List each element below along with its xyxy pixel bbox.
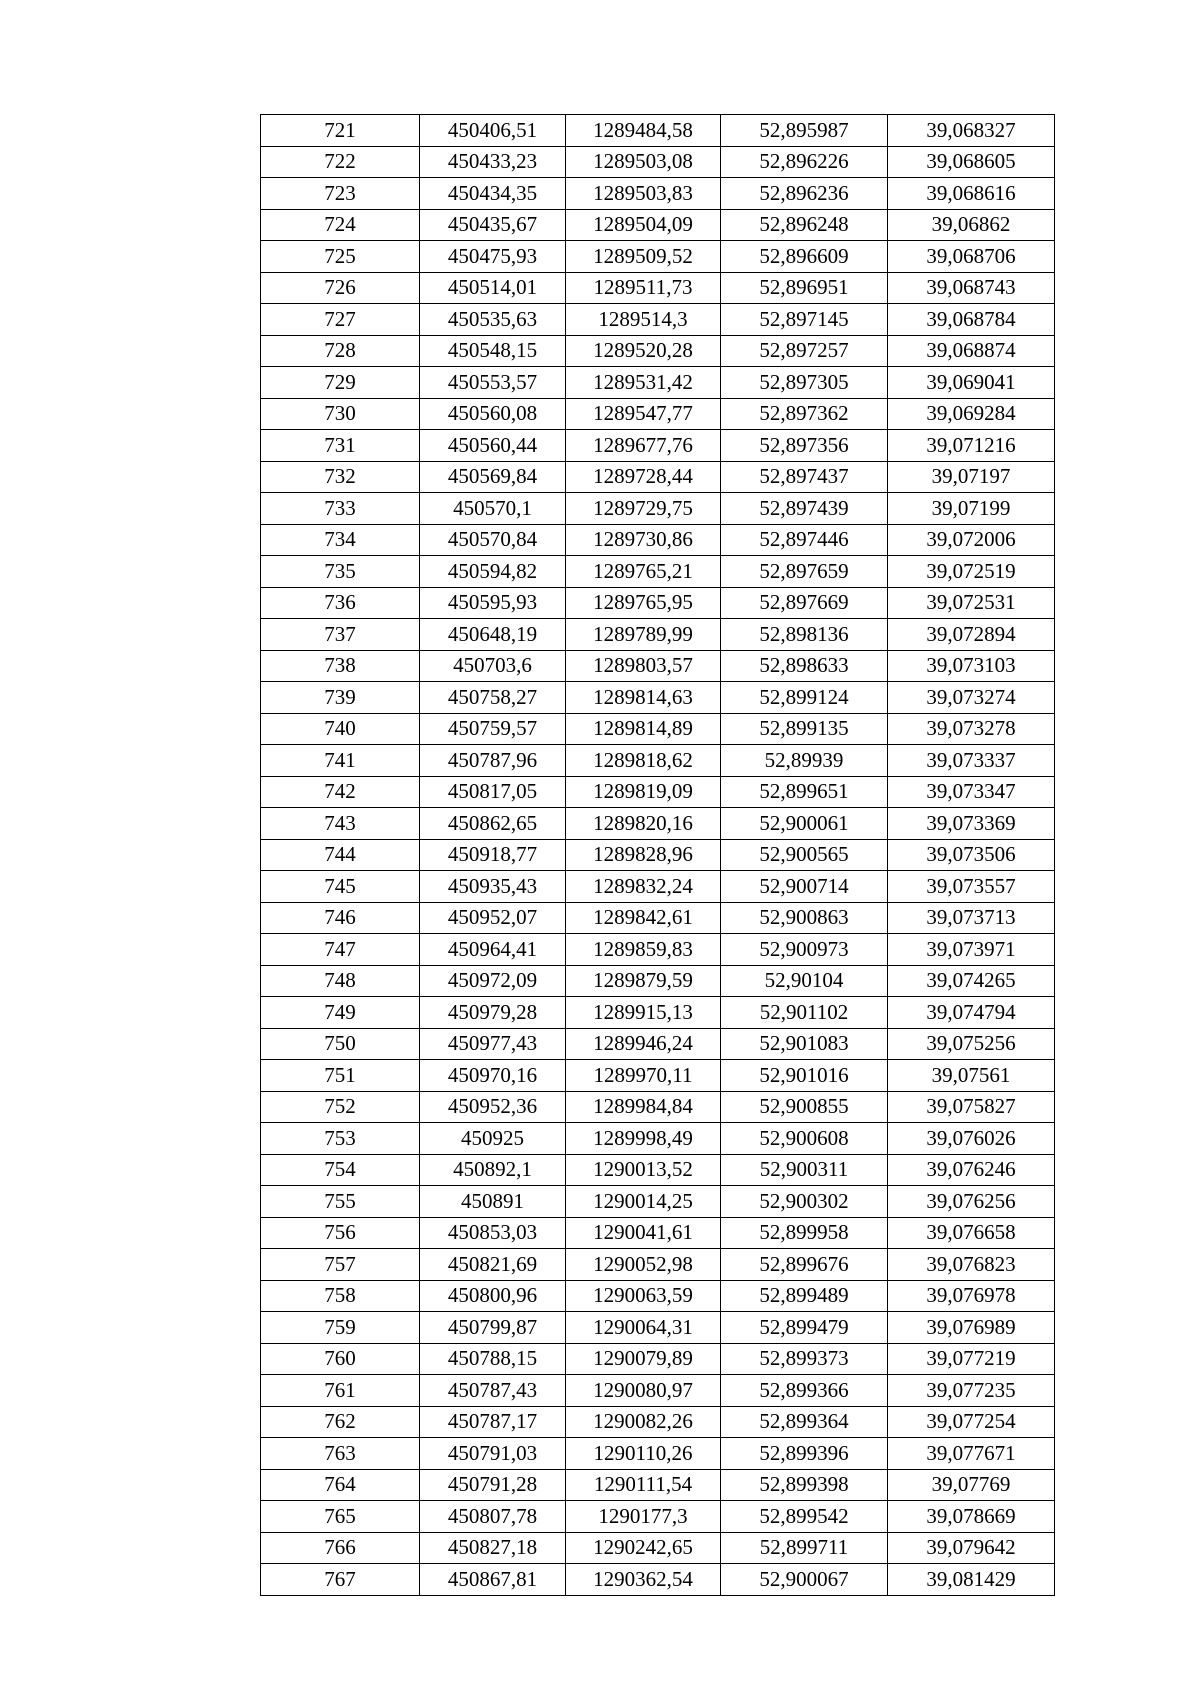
table-row	[261, 335, 1055, 367]
y-coordinate-cell: 1289915,13	[566, 997, 721, 1029]
x-coordinate-cell: 450952,07	[420, 902, 566, 934]
point-number-cell: 732	[261, 461, 420, 493]
longitude-cell: 39,069284	[888, 398, 1055, 430]
latitude-cell: 52,897257	[721, 335, 888, 367]
longitude-cell: 39,073369	[888, 808, 1055, 840]
y-coordinate-cell: 1289511,73	[566, 272, 721, 304]
point-number-cell: 727	[261, 304, 420, 336]
point-number-cell: 752	[261, 1091, 420, 1123]
table-row	[261, 1186, 1055, 1218]
point-number-cell: 748	[261, 965, 420, 997]
latitude-cell: 52,90104	[721, 965, 888, 997]
y-coordinate-cell: 1289765,95	[566, 587, 721, 619]
longitude-cell: 39,068327	[888, 115, 1055, 147]
longitude-cell: 39,073347	[888, 776, 1055, 808]
point-number-cell: 726	[261, 272, 420, 304]
latitude-cell: 52,897362	[721, 398, 888, 430]
table-row	[261, 209, 1055, 241]
latitude-cell: 52,900714	[721, 871, 888, 903]
x-coordinate-cell: 450952,36	[420, 1091, 566, 1123]
point-number-cell: 766	[261, 1532, 420, 1564]
point-number-cell: 733	[261, 493, 420, 525]
y-coordinate-cell: 1289503,83	[566, 178, 721, 210]
point-number-cell: 742	[261, 776, 420, 808]
x-coordinate-cell: 450514,01	[420, 272, 566, 304]
y-coordinate-cell: 1290177,3	[566, 1501, 721, 1533]
x-coordinate-cell: 450787,17	[420, 1406, 566, 1438]
table-row	[261, 1501, 1055, 1533]
latitude-cell: 52,89939	[721, 745, 888, 777]
y-coordinate-cell: 1290064,31	[566, 1312, 721, 1344]
point-number-cell: 734	[261, 524, 420, 556]
longitude-cell: 39,072894	[888, 619, 1055, 651]
x-coordinate-cell: 450759,57	[420, 713, 566, 745]
y-coordinate-cell: 1289503,08	[566, 146, 721, 178]
y-coordinate-cell: 1290362,54	[566, 1564, 721, 1596]
table-row	[261, 934, 1055, 966]
point-number-cell: 741	[261, 745, 420, 777]
x-coordinate-cell: 450535,63	[420, 304, 566, 336]
latitude-cell: 52,896226	[721, 146, 888, 178]
table-row	[261, 178, 1055, 210]
point-number-cell: 729	[261, 367, 420, 399]
x-coordinate-cell: 450791,03	[420, 1438, 566, 1470]
y-coordinate-cell: 1289730,86	[566, 524, 721, 556]
latitude-cell: 52,899396	[721, 1438, 888, 1470]
y-coordinate-cell: 1289520,28	[566, 335, 721, 367]
point-number-cell: 765	[261, 1501, 420, 1533]
y-coordinate-cell: 1289765,21	[566, 556, 721, 588]
y-coordinate-cell: 1289946,24	[566, 1028, 721, 1060]
point-number-cell: 739	[261, 682, 420, 714]
table-row	[261, 1532, 1055, 1564]
point-number-cell: 759	[261, 1312, 420, 1344]
table-row	[261, 1406, 1055, 1438]
latitude-cell: 52,898136	[721, 619, 888, 651]
table-row	[261, 808, 1055, 840]
x-coordinate-cell: 450821,69	[420, 1249, 566, 1281]
x-coordinate-cell: 450817,05	[420, 776, 566, 808]
latitude-cell: 52,897659	[721, 556, 888, 588]
y-coordinate-cell: 1289789,99	[566, 619, 721, 651]
y-coordinate-cell: 1290014,25	[566, 1186, 721, 1218]
table-row	[261, 1438, 1055, 1470]
x-coordinate-cell: 450475,93	[420, 241, 566, 273]
latitude-cell: 52,899711	[721, 1532, 888, 1564]
table-row	[261, 619, 1055, 651]
y-coordinate-cell: 1289514,3	[566, 304, 721, 336]
longitude-cell: 39,073103	[888, 650, 1055, 682]
longitude-cell: 39,07197	[888, 461, 1055, 493]
table-row	[261, 587, 1055, 619]
table-row	[261, 839, 1055, 871]
point-number-cell: 740	[261, 713, 420, 745]
latitude-cell: 52,895987	[721, 115, 888, 147]
latitude-cell: 52,900855	[721, 1091, 888, 1123]
y-coordinate-cell: 1289547,77	[566, 398, 721, 430]
x-coordinate-cell: 450918,77	[420, 839, 566, 871]
longitude-cell: 39,073337	[888, 745, 1055, 777]
x-coordinate-cell: 450892,1	[420, 1154, 566, 1186]
point-number-cell: 746	[261, 902, 420, 934]
table-row	[261, 1564, 1055, 1596]
point-number-cell: 751	[261, 1060, 420, 1092]
longitude-cell: 39,073278	[888, 713, 1055, 745]
point-number-cell: 730	[261, 398, 420, 430]
x-coordinate-cell: 450569,84	[420, 461, 566, 493]
point-number-cell: 744	[261, 839, 420, 871]
table-row	[261, 713, 1055, 745]
longitude-cell: 39,073557	[888, 871, 1055, 903]
latitude-cell: 52,900565	[721, 839, 888, 871]
latitude-cell: 52,897446	[721, 524, 888, 556]
point-number-cell: 743	[261, 808, 420, 840]
x-coordinate-cell: 450827,18	[420, 1532, 566, 1564]
y-coordinate-cell: 1289484,58	[566, 115, 721, 147]
longitude-cell: 39,079642	[888, 1532, 1055, 1564]
latitude-cell: 52,899479	[721, 1312, 888, 1344]
longitude-cell: 39,072531	[888, 587, 1055, 619]
longitude-cell: 39,06862	[888, 209, 1055, 241]
point-number-cell: 725	[261, 241, 420, 273]
x-coordinate-cell: 450595,93	[420, 587, 566, 619]
x-coordinate-cell: 450570,1	[420, 493, 566, 525]
y-coordinate-cell: 1290082,26	[566, 1406, 721, 1438]
longitude-cell: 39,077254	[888, 1406, 1055, 1438]
x-coordinate-cell: 450807,78	[420, 1501, 566, 1533]
table-row	[261, 430, 1055, 462]
latitude-cell: 52,899124	[721, 682, 888, 714]
y-coordinate-cell: 1290111,54	[566, 1469, 721, 1501]
y-coordinate-cell: 1289509,52	[566, 241, 721, 273]
longitude-cell: 39,069041	[888, 367, 1055, 399]
table-row	[261, 776, 1055, 808]
table-row	[261, 524, 1055, 556]
table-row	[261, 461, 1055, 493]
latitude-cell: 52,899489	[721, 1280, 888, 1312]
x-coordinate-cell: 450925	[420, 1123, 566, 1155]
x-coordinate-cell: 450800,96	[420, 1280, 566, 1312]
table-row	[261, 871, 1055, 903]
y-coordinate-cell: 1289828,96	[566, 839, 721, 871]
y-coordinate-cell: 1289504,09	[566, 209, 721, 241]
latitude-cell: 52,899373	[721, 1343, 888, 1375]
table-row	[261, 1280, 1055, 1312]
table-row	[261, 902, 1055, 934]
x-coordinate-cell: 450435,67	[420, 209, 566, 241]
y-coordinate-cell: 1289984,84	[566, 1091, 721, 1123]
x-coordinate-cell: 450787,43	[420, 1375, 566, 1407]
longitude-cell: 39,071216	[888, 430, 1055, 462]
point-number-cell: 761	[261, 1375, 420, 1407]
latitude-cell: 52,901102	[721, 997, 888, 1029]
y-coordinate-cell: 1290052,98	[566, 1249, 721, 1281]
point-number-cell: 767	[261, 1564, 420, 1596]
table-row	[261, 241, 1055, 273]
longitude-cell: 39,072519	[888, 556, 1055, 588]
x-coordinate-cell: 450406,51	[420, 115, 566, 147]
latitude-cell: 52,897439	[721, 493, 888, 525]
longitude-cell: 39,068874	[888, 335, 1055, 367]
table-row	[261, 1343, 1055, 1375]
table-row	[261, 1375, 1055, 1407]
latitude-cell: 52,900973	[721, 934, 888, 966]
y-coordinate-cell: 1290110,26	[566, 1438, 721, 1470]
latitude-cell: 52,899135	[721, 713, 888, 745]
table-row	[261, 682, 1055, 714]
x-coordinate-cell: 450570,84	[420, 524, 566, 556]
y-coordinate-cell: 1289814,63	[566, 682, 721, 714]
longitude-cell: 39,074265	[888, 965, 1055, 997]
longitude-cell: 39,076026	[888, 1123, 1055, 1155]
x-coordinate-cell: 450862,65	[420, 808, 566, 840]
point-number-cell: 722	[261, 146, 420, 178]
y-coordinate-cell: 1289818,62	[566, 745, 721, 777]
longitude-cell: 39,07769	[888, 1469, 1055, 1501]
x-coordinate-cell: 450853,03	[420, 1217, 566, 1249]
longitude-cell: 39,073971	[888, 934, 1055, 966]
point-number-cell: 737	[261, 619, 420, 651]
table-row	[261, 1028, 1055, 1060]
table-row	[261, 1312, 1055, 1344]
x-coordinate-cell: 450867,81	[420, 1564, 566, 1596]
table-row	[261, 493, 1055, 525]
longitude-cell: 39,075256	[888, 1028, 1055, 1060]
x-coordinate-cell: 450548,15	[420, 335, 566, 367]
point-number-cell: 721	[261, 115, 420, 147]
point-number-cell: 756	[261, 1217, 420, 1249]
latitude-cell: 52,896609	[721, 241, 888, 273]
y-coordinate-cell: 1289859,83	[566, 934, 721, 966]
y-coordinate-cell: 1289820,16	[566, 808, 721, 840]
latitude-cell: 52,900863	[721, 902, 888, 934]
table-row	[261, 745, 1055, 777]
table-row	[261, 556, 1055, 588]
latitude-cell: 52,896248	[721, 209, 888, 241]
point-number-cell: 735	[261, 556, 420, 588]
y-coordinate-cell: 1290242,65	[566, 1532, 721, 1564]
latitude-cell: 52,897145	[721, 304, 888, 336]
coordinates-table-body	[261, 115, 1055, 1596]
x-coordinate-cell: 450972,09	[420, 965, 566, 997]
longitude-cell: 39,073274	[888, 682, 1055, 714]
point-number-cell: 750	[261, 1028, 420, 1060]
y-coordinate-cell: 1289819,09	[566, 776, 721, 808]
longitude-cell: 39,068743	[888, 272, 1055, 304]
table-row	[261, 1091, 1055, 1123]
table-row	[261, 1154, 1055, 1186]
y-coordinate-cell: 1289842,61	[566, 902, 721, 934]
table-row	[261, 146, 1055, 178]
x-coordinate-cell: 450977,43	[420, 1028, 566, 1060]
longitude-cell: 39,077219	[888, 1343, 1055, 1375]
point-number-cell: 745	[261, 871, 420, 903]
longitude-cell: 39,076978	[888, 1280, 1055, 1312]
x-coordinate-cell: 450433,23	[420, 146, 566, 178]
table-row	[261, 965, 1055, 997]
latitude-cell: 52,901083	[721, 1028, 888, 1060]
latitude-cell: 52,900067	[721, 1564, 888, 1596]
longitude-cell: 39,076989	[888, 1312, 1055, 1344]
longitude-cell: 39,068616	[888, 178, 1055, 210]
latitude-cell: 52,899542	[721, 1501, 888, 1533]
y-coordinate-cell: 1289970,11	[566, 1060, 721, 1092]
latitude-cell: 52,901016	[721, 1060, 888, 1092]
table-row	[261, 1217, 1055, 1249]
latitude-cell: 52,899651	[721, 776, 888, 808]
point-number-cell: 755	[261, 1186, 420, 1218]
point-number-cell: 723	[261, 178, 420, 210]
x-coordinate-cell: 450979,28	[420, 997, 566, 1029]
latitude-cell: 52,900311	[721, 1154, 888, 1186]
point-number-cell: 760	[261, 1343, 420, 1375]
point-number-cell: 763	[261, 1438, 420, 1470]
y-coordinate-cell: 1290079,89	[566, 1343, 721, 1375]
longitude-cell: 39,076658	[888, 1217, 1055, 1249]
x-coordinate-cell: 450594,82	[420, 556, 566, 588]
point-number-cell: 753	[261, 1123, 420, 1155]
point-number-cell: 728	[261, 335, 420, 367]
longitude-cell: 39,073713	[888, 902, 1055, 934]
y-coordinate-cell: 1290080,97	[566, 1375, 721, 1407]
longitude-cell: 39,068706	[888, 241, 1055, 273]
coordinates-table	[260, 114, 1055, 1596]
longitude-cell: 39,076823	[888, 1249, 1055, 1281]
x-coordinate-cell: 450935,43	[420, 871, 566, 903]
x-coordinate-cell: 450891	[420, 1186, 566, 1218]
longitude-cell: 39,078669	[888, 1501, 1055, 1533]
point-number-cell: 747	[261, 934, 420, 966]
y-coordinate-cell: 1290041,61	[566, 1217, 721, 1249]
table-row	[261, 272, 1055, 304]
y-coordinate-cell: 1289729,75	[566, 493, 721, 525]
longitude-cell: 39,072006	[888, 524, 1055, 556]
latitude-cell: 52,900608	[721, 1123, 888, 1155]
y-coordinate-cell: 1289814,89	[566, 713, 721, 745]
point-number-cell: 724	[261, 209, 420, 241]
y-coordinate-cell: 1289879,59	[566, 965, 721, 997]
point-number-cell: 764	[261, 1469, 420, 1501]
y-coordinate-cell: 1289832,24	[566, 871, 721, 903]
x-coordinate-cell: 450553,57	[420, 367, 566, 399]
table-row	[261, 650, 1055, 682]
longitude-cell: 39,075827	[888, 1091, 1055, 1123]
point-number-cell: 758	[261, 1280, 420, 1312]
point-number-cell: 762	[261, 1406, 420, 1438]
y-coordinate-cell: 1289803,57	[566, 650, 721, 682]
longitude-cell: 39,068605	[888, 146, 1055, 178]
point-number-cell: 757	[261, 1249, 420, 1281]
latitude-cell: 52,897437	[721, 461, 888, 493]
table-row	[261, 1123, 1055, 1155]
table-row	[261, 115, 1055, 147]
latitude-cell: 52,899366	[721, 1375, 888, 1407]
y-coordinate-cell: 1289677,76	[566, 430, 721, 462]
y-coordinate-cell: 1290013,52	[566, 1154, 721, 1186]
latitude-cell: 52,898633	[721, 650, 888, 682]
longitude-cell: 39,077235	[888, 1375, 1055, 1407]
latitude-cell: 52,899364	[721, 1406, 888, 1438]
point-number-cell: 754	[261, 1154, 420, 1186]
x-coordinate-cell: 450970,16	[420, 1060, 566, 1092]
x-coordinate-cell: 450434,35	[420, 178, 566, 210]
point-number-cell: 736	[261, 587, 420, 619]
x-coordinate-cell: 450648,19	[420, 619, 566, 651]
longitude-cell: 39,076246	[888, 1154, 1055, 1186]
latitude-cell: 52,899676	[721, 1249, 888, 1281]
x-coordinate-cell: 450964,41	[420, 934, 566, 966]
x-coordinate-cell: 450560,08	[420, 398, 566, 430]
y-coordinate-cell: 1289728,44	[566, 461, 721, 493]
y-coordinate-cell: 1290063,59	[566, 1280, 721, 1312]
point-number-cell: 738	[261, 650, 420, 682]
x-coordinate-cell: 450791,28	[420, 1469, 566, 1501]
latitude-cell: 52,900061	[721, 808, 888, 840]
longitude-cell: 39,074794	[888, 997, 1055, 1029]
y-coordinate-cell: 1289531,42	[566, 367, 721, 399]
longitude-cell: 39,07199	[888, 493, 1055, 525]
latitude-cell: 52,896236	[721, 178, 888, 210]
latitude-cell: 52,896951	[721, 272, 888, 304]
latitude-cell: 52,897356	[721, 430, 888, 462]
latitude-cell: 52,899958	[721, 1217, 888, 1249]
longitude-cell: 39,081429	[888, 1564, 1055, 1596]
table-row	[261, 304, 1055, 336]
point-number-cell: 731	[261, 430, 420, 462]
latitude-cell: 52,900302	[721, 1186, 888, 1218]
table-row	[261, 367, 1055, 399]
table-row	[261, 1249, 1055, 1281]
x-coordinate-cell: 450788,15	[420, 1343, 566, 1375]
longitude-cell: 39,068784	[888, 304, 1055, 336]
x-coordinate-cell: 450703,6	[420, 650, 566, 682]
x-coordinate-cell: 450799,87	[420, 1312, 566, 1344]
latitude-cell: 52,899398	[721, 1469, 888, 1501]
table-row	[261, 1060, 1055, 1092]
y-coordinate-cell: 1289998,49	[566, 1123, 721, 1155]
x-coordinate-cell: 450758,27	[420, 682, 566, 714]
x-coordinate-cell: 450787,96	[420, 745, 566, 777]
table-row	[261, 1469, 1055, 1501]
longitude-cell: 39,077671	[888, 1438, 1055, 1470]
longitude-cell: 39,07561	[888, 1060, 1055, 1092]
latitude-cell: 52,897305	[721, 367, 888, 399]
table-row	[261, 398, 1055, 430]
x-coordinate-cell: 450560,44	[420, 430, 566, 462]
longitude-cell: 39,073506	[888, 839, 1055, 871]
table-row	[261, 997, 1055, 1029]
point-number-cell: 749	[261, 997, 420, 1029]
longitude-cell: 39,076256	[888, 1186, 1055, 1218]
latitude-cell: 52,897669	[721, 587, 888, 619]
